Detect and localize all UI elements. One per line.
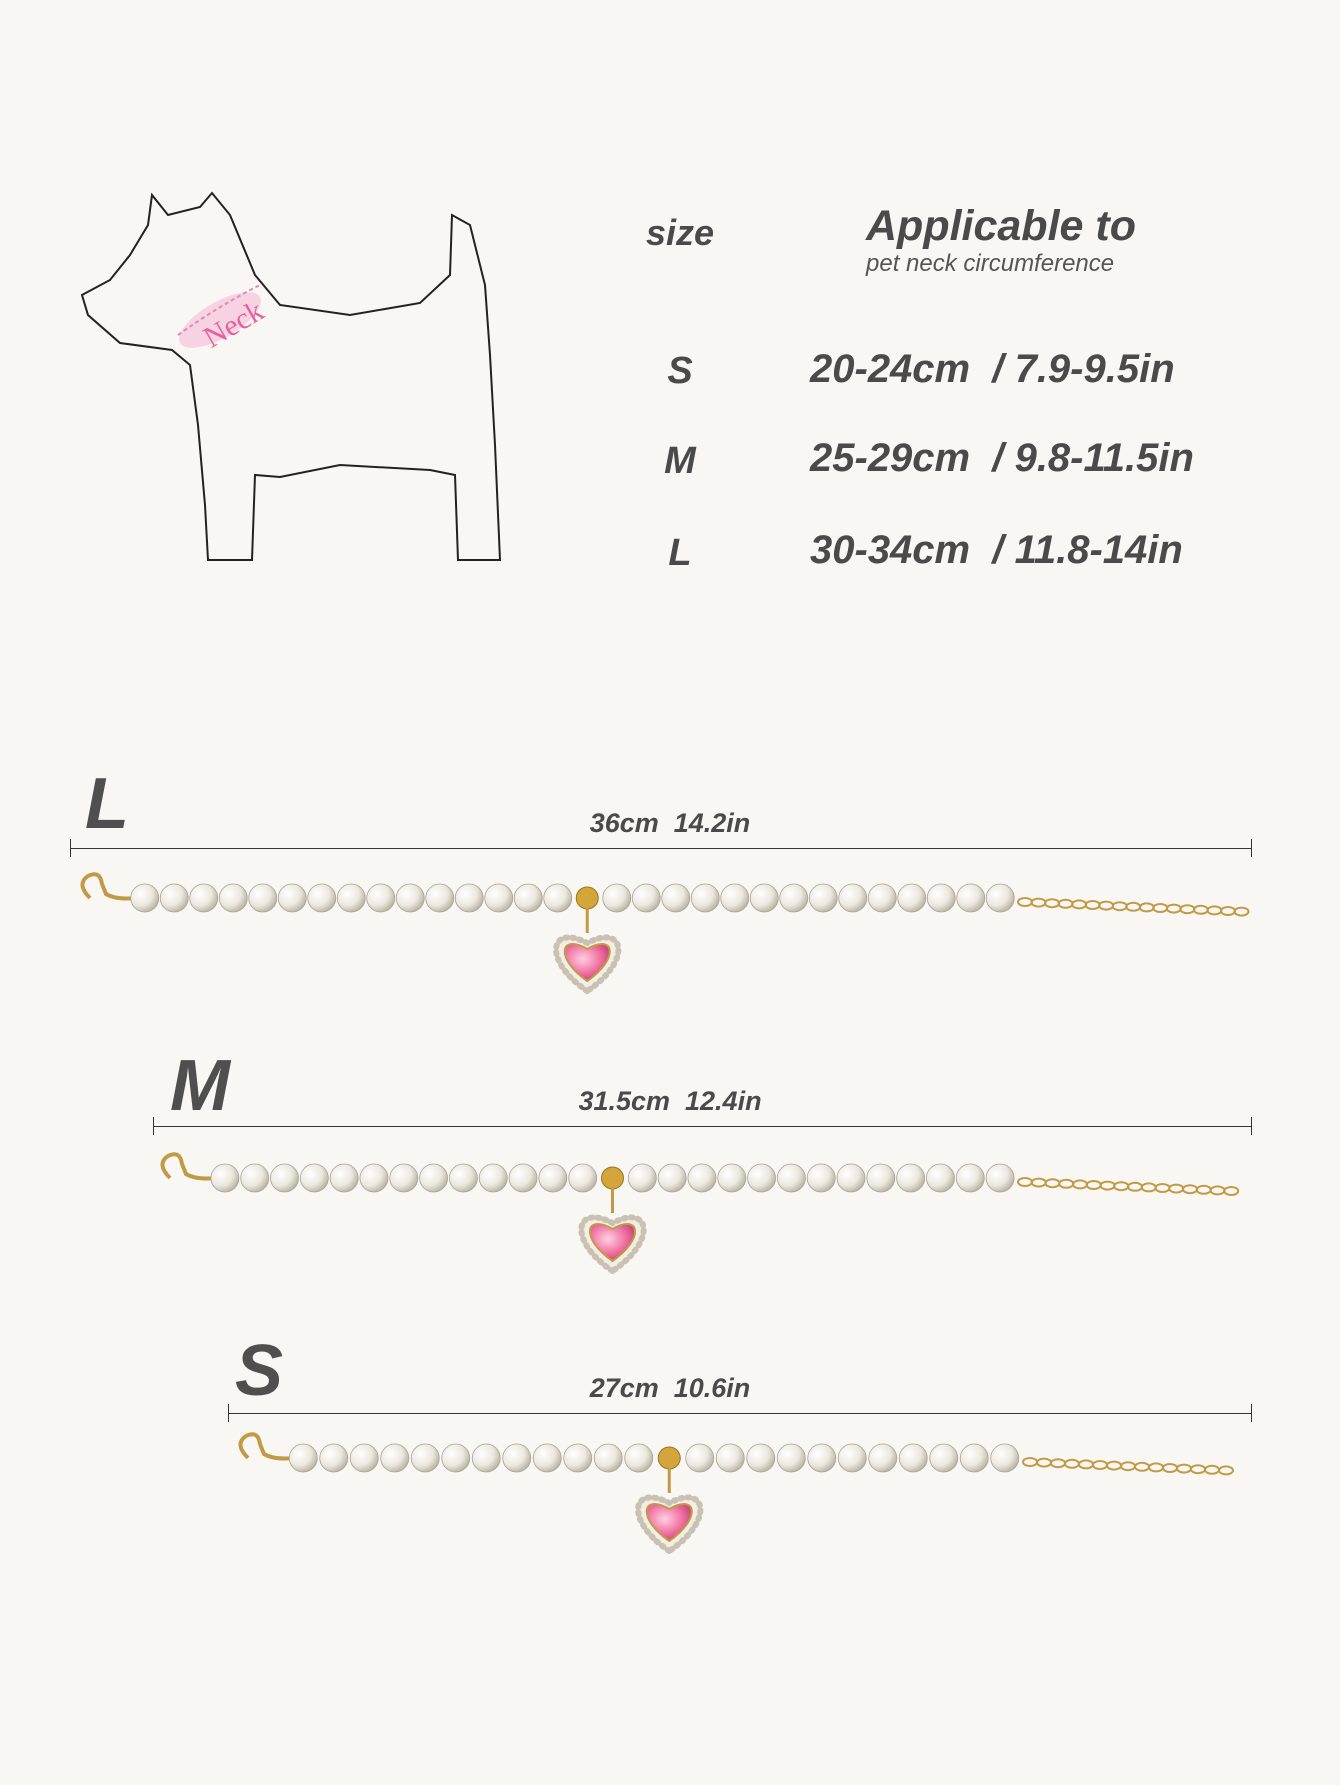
chain-link	[1194, 906, 1208, 914]
pearl-bead	[271, 1164, 299, 1192]
pearl-bead	[837, 1164, 865, 1192]
chain-link	[1059, 900, 1073, 908]
pearl-necklace-s	[0, 1428, 1340, 1558]
pearl-bead	[721, 884, 749, 912]
pearl-bead	[839, 884, 867, 912]
chain-link	[1191, 1465, 1205, 1473]
pearl-bead	[308, 884, 336, 912]
pearl-bead	[930, 1444, 958, 1472]
chain-link	[1167, 905, 1181, 913]
gold-bead	[658, 1447, 680, 1469]
dimension-tick	[1251, 1404, 1252, 1422]
pearl-bead	[986, 884, 1014, 912]
dimension-tick	[228, 1404, 229, 1422]
chain-link	[1101, 1182, 1115, 1190]
chain-link	[1163, 1464, 1177, 1472]
pearl-bead	[838, 1444, 866, 1472]
pearl-bead	[809, 884, 837, 912]
chain-link	[1140, 903, 1154, 911]
chain-link	[1107, 1462, 1121, 1470]
chain-link	[1023, 1458, 1037, 1466]
dog-body-outline	[82, 193, 500, 560]
pearl-bead	[777, 1164, 805, 1192]
pearl-bead	[472, 1444, 500, 1472]
chain-link	[1207, 906, 1221, 914]
necklace-size-m: M	[170, 1046, 230, 1126]
chain-link	[1086, 901, 1100, 909]
pearl-bead	[869, 1444, 897, 1472]
pearl-bead	[381, 1444, 409, 1472]
applicable-header: Applicable to	[866, 202, 1136, 250]
clasp-icon	[82, 874, 136, 898]
pearl-bead	[632, 884, 660, 912]
chain-link	[1045, 899, 1059, 907]
pearl-bead	[658, 1164, 686, 1192]
size-range-s: 20-24cm / 7.9-9.5in	[810, 347, 1175, 391]
pearl-bead	[320, 1444, 348, 1472]
applicable-subheader: pet neck circumference	[866, 250, 1115, 277]
pearl-bead	[603, 884, 631, 912]
chain-link	[1114, 1182, 1128, 1190]
pearl-bead	[867, 1164, 895, 1192]
pearl-bead	[485, 884, 513, 912]
size-label-s: S	[667, 350, 693, 392]
size-range-m: 25-29cm / 9.8-11.5in	[810, 436, 1194, 480]
chain-link	[1156, 1184, 1170, 1192]
pearl-bead	[539, 1164, 567, 1192]
chain-link	[1037, 1459, 1051, 1467]
pearl-bead	[420, 1164, 448, 1192]
pearl-bead	[897, 1164, 925, 1192]
necklace-size-s: S	[235, 1331, 284, 1411]
gold-bead	[602, 1167, 624, 1189]
pearl-bead	[411, 1444, 439, 1472]
pearl-bead	[131, 884, 159, 912]
chain-link	[1073, 1180, 1087, 1188]
pearl-bead	[503, 1444, 531, 1472]
dog-outline-illustration	[80, 185, 540, 575]
pearl-bead	[211, 1164, 239, 1192]
pearl-bead	[808, 1444, 836, 1472]
pearl-bead	[960, 1444, 988, 1472]
necklace-length-l: 36cm 14.2in	[589, 808, 751, 838]
size-range-l: 30-34cm / 11.8-14in	[810, 528, 1183, 572]
chain-link	[1051, 1459, 1065, 1467]
size-label-l: L	[668, 532, 692, 574]
chain-link	[1169, 1185, 1183, 1193]
pearl-bead	[688, 1164, 716, 1192]
pearl-bead	[718, 1164, 746, 1192]
pearl-bead	[544, 884, 572, 912]
pearl-bead	[564, 1444, 592, 1472]
pearl-bead	[956, 1164, 984, 1192]
pearl-bead	[777, 1444, 805, 1472]
pearl-bead	[686, 1444, 714, 1472]
pearl-bead	[514, 884, 542, 912]
pearl-bead	[278, 884, 306, 912]
necklace-length-m: 31.5cm 12.4in	[578, 1086, 762, 1116]
pearl-bead	[986, 1164, 1014, 1192]
pearl-bead	[899, 1444, 927, 1472]
pearl-bead	[780, 884, 808, 912]
pearl-bead	[479, 1164, 507, 1192]
pearl-bead	[390, 1164, 418, 1192]
chain-link	[1032, 899, 1046, 907]
pearl-bead	[748, 1164, 776, 1192]
pearl-bead	[367, 884, 395, 912]
chain-link	[1018, 898, 1032, 906]
pearl-bead	[337, 884, 365, 912]
pearl-bead	[449, 1164, 477, 1192]
chain-link	[1183, 1185, 1197, 1193]
gold-bead	[576, 887, 598, 909]
dimension-line-m	[153, 1126, 1252, 1127]
chain-link	[1135, 1463, 1149, 1471]
chain-link	[1224, 1187, 1238, 1195]
chain-link	[1032, 1179, 1046, 1187]
chain-link	[1046, 1179, 1060, 1187]
chain-link	[1065, 1460, 1079, 1468]
pearl-bead	[569, 1164, 597, 1192]
pearl-bead	[330, 1164, 358, 1192]
dimension-tick	[1251, 1117, 1252, 1135]
pearl-bead	[625, 1444, 653, 1472]
pearl-bead	[160, 884, 188, 912]
pearl-bead	[662, 884, 690, 912]
pearl-necklace-m	[0, 1148, 1340, 1278]
chain-link	[1079, 1460, 1093, 1468]
chain-link	[1126, 903, 1140, 911]
pearl-bead	[289, 1444, 317, 1472]
necklace-size-l: L	[85, 764, 129, 844]
chain-link	[1180, 905, 1194, 913]
pearl-bead	[509, 1164, 537, 1192]
pearl-bead	[991, 1444, 1019, 1472]
chain-link	[1113, 902, 1127, 910]
dimension-line-s	[228, 1413, 1252, 1414]
dimension-tick	[1251, 839, 1252, 857]
chain-link	[1093, 1461, 1107, 1469]
dimension-line-l	[70, 848, 1252, 849]
chain-link	[1059, 1180, 1073, 1188]
chain-link	[1153, 904, 1167, 912]
chain-link	[1099, 902, 1113, 910]
chain-link	[1142, 1183, 1156, 1191]
pearl-necklace-l	[0, 868, 1340, 998]
chain-link	[1219, 1466, 1233, 1474]
neck-label: Neck	[197, 294, 270, 355]
chain-link	[1234, 908, 1248, 916]
chain-link	[1221, 907, 1235, 915]
chain-link	[1072, 900, 1086, 908]
pearl-bead	[594, 1444, 622, 1472]
necklace-length-s: 27cm 10.6in	[589, 1373, 751, 1403]
chain-link	[1177, 1465, 1191, 1473]
chain-link	[1149, 1463, 1163, 1471]
chain-link	[1211, 1186, 1225, 1194]
chain-link	[1128, 1183, 1142, 1191]
chain-link	[1205, 1466, 1219, 1474]
pearl-bead	[426, 884, 454, 912]
pearl-bead	[396, 884, 424, 912]
pearl-bead	[750, 884, 778, 912]
pearl-bead	[360, 1164, 388, 1192]
pearl-bead	[533, 1444, 561, 1472]
pearl-bead	[807, 1164, 835, 1192]
pearl-bead	[957, 884, 985, 912]
pearl-bead	[455, 884, 483, 912]
chain-link	[1121, 1462, 1135, 1470]
pearl-bead	[898, 884, 926, 912]
pearl-bead	[241, 1164, 269, 1192]
pearl-bead	[249, 884, 277, 912]
pearl-bead	[350, 1444, 378, 1472]
clasp-icon	[162, 1154, 216, 1178]
size-header: size	[645, 212, 715, 253]
pearl-bead	[219, 884, 247, 912]
dimension-tick	[153, 1117, 154, 1135]
pearl-bead	[927, 884, 955, 912]
pearl-bead	[442, 1444, 470, 1472]
pearl-bead	[691, 884, 719, 912]
pearl-bead	[300, 1164, 328, 1192]
pearl-bead	[868, 884, 896, 912]
pearl-bead	[747, 1444, 775, 1472]
pearl-bead	[190, 884, 218, 912]
chain-link	[1018, 1178, 1032, 1186]
chain-link	[1197, 1186, 1211, 1194]
size-label-m: M	[664, 440, 696, 482]
pearl-bead	[628, 1164, 656, 1192]
dimension-tick	[70, 839, 71, 857]
pearl-bead	[716, 1444, 744, 1472]
chain-link	[1087, 1181, 1101, 1189]
pearl-bead	[926, 1164, 954, 1192]
clasp-icon	[240, 1434, 294, 1458]
